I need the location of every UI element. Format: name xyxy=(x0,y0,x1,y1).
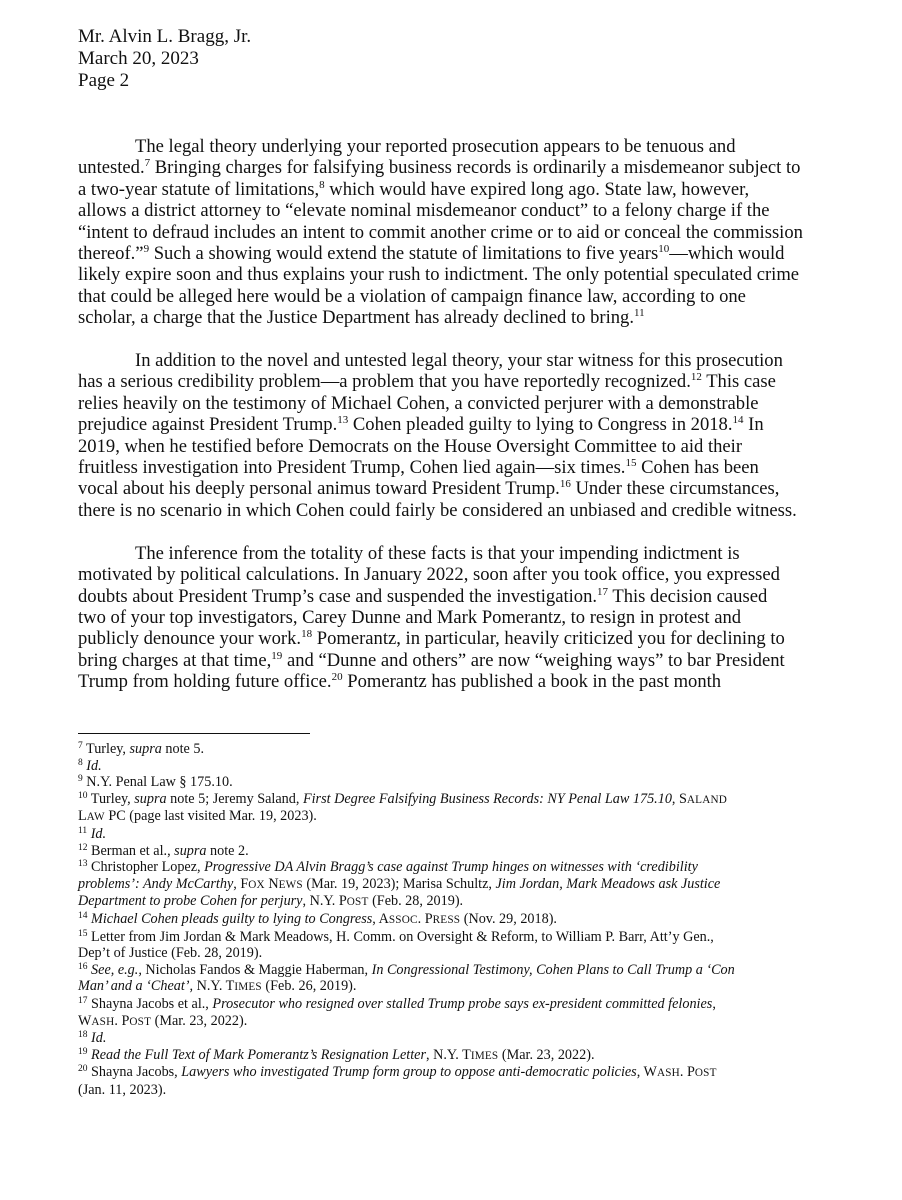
footnote-ref: 9 xyxy=(143,243,150,256)
footnote-ref: 15 xyxy=(625,457,637,470)
recipient-name: Mr. Alvin L. Bragg, Jr. xyxy=(78,26,252,47)
text-line: allows a district attorney to “elevate nominal misdemeanor conduct” to a felony charge if the xyxy=(78,200,770,222)
footnote xyxy=(78,859,858,911)
footnote-number: 15 xyxy=(78,928,88,939)
footnote-ref: 16 xyxy=(559,478,571,491)
footnote-divider xyxy=(78,733,310,734)
footnote xyxy=(78,929,858,962)
footnote-line: $^{13}$ Christopher Lopez, Progressive DA Alvin Bragg’s case against Trump hinges on witnesses with ‘credibility xyxy=(78,859,698,876)
italic-text: Id. xyxy=(86,757,102,774)
text-line: vocal about his deeply personal animus toward President Trump.$^{16}$ Under these circumstances, xyxy=(78,478,780,500)
text-line: fruitless investigation into President Trump, Cohen lied again—six times.$^{15}$ Cohen has been xyxy=(78,457,759,479)
text-line: “intent to defraud includes an intent to commit another crime or to aid or conceal the commission xyxy=(78,221,803,243)
text-line: has a serious credibility problem—a problem that you have reportedly recognized.$^{12}$ This case xyxy=(78,371,776,393)
body-paragraph xyxy=(78,543,838,693)
footnote-ref: 8 xyxy=(319,178,325,191)
text-line: The legal theory underlying your reported prosecution appears to be tenuous and xyxy=(135,136,736,157)
text-line: In addition to the novel and untested legal theory, your star witness for this prosecution xyxy=(135,350,783,372)
text-line: publicly denounce your work.$^{18}$ Pomerantz, in particular, heavily criticized you for declining to xyxy=(78,628,785,650)
footnote-number: 16 xyxy=(78,961,88,972)
footnote xyxy=(78,741,858,758)
footnote-line: $^{16}$ See, e.g., Nicholas Fandos & Maggie Haberman, In Congressional Testimony, Cohen Plans to Call Trump a ‘Con xyxy=(78,961,735,978)
footnote-line: $^7$ Turley, supra note 5. xyxy=(78,741,205,757)
italic-text: In Congressional Testimony, Cohen Plans to Call Trump a ‘Con xyxy=(371,961,735,978)
small-caps-text: OX xyxy=(248,878,265,891)
footnote-number: 20 xyxy=(78,1064,88,1075)
italic-text: supra xyxy=(174,842,207,859)
text-line: likely expire soon and thus explains your rush to indictment. The only potential speculated crime xyxy=(78,264,800,286)
small-caps-text: ASH xyxy=(656,1067,680,1080)
footnote-number: 18 xyxy=(78,1030,88,1041)
footnote-ref: 11 xyxy=(634,307,645,320)
text-line: Trump from holding future office.$^{20}$ Pomerantz has published a book in the past month xyxy=(78,671,722,693)
footnote-line xyxy=(78,1030,858,1047)
italic-text: Michael Cohen pleads guilty to lying to Congress xyxy=(91,910,373,927)
footnote-number: 9 xyxy=(78,774,83,785)
text-line: that could be alleged here would be a violation of campaign finance law, according to one xyxy=(78,285,746,307)
small-caps-text: IMES xyxy=(234,981,262,994)
italic-text: Id. xyxy=(90,825,107,842)
footnote-line: $^{12}$ Berman et al., supra note 2. xyxy=(78,842,249,859)
text-line: bring charges at that time,$^{19}$ and “Dunne and others” are now “weighing ways” to bar President xyxy=(78,649,785,671)
footnote xyxy=(78,996,858,1030)
footnote-number: 19 xyxy=(78,1046,88,1057)
text-line: motivated by political calculations. In January 2022, soon after you took office, you expressed xyxy=(78,564,780,586)
footnote-line: $^{17}$ Shayna Jacobs et al., Prosecutor who resigned over stalled Trump probe says ex-president committed felonies, xyxy=(78,995,716,1012)
footnote-line: LAW PC (page last visited Mar. 19, 2023). xyxy=(78,808,317,825)
small-caps-text: OST xyxy=(129,1015,152,1028)
footnote-ref: 17 xyxy=(597,585,609,598)
footnote xyxy=(78,826,858,843)
text-line: 2019, when he testified before Democrats on the House Oversight Committee to aid their xyxy=(78,435,743,457)
letter-body xyxy=(78,136,838,714)
footnote xyxy=(78,1047,858,1065)
footnote xyxy=(78,962,858,996)
footnote-ref: 14 xyxy=(732,414,744,427)
text-line: untested.$^7$ Bringing charges for falsifying business records is ordinarily a misdemeanor subject to xyxy=(78,157,801,179)
small-caps-text: ALAND xyxy=(686,793,728,806)
footnote xyxy=(78,758,858,775)
footnote-line xyxy=(78,758,858,775)
small-caps-text: RESS xyxy=(432,913,461,926)
italic-text: problems’: Andy McCarthy xyxy=(78,875,234,892)
footnote-number: 13 xyxy=(78,859,88,870)
text-line: doubts about President Trump’s case and suspended the investigation.$^{17}$ This decision caused xyxy=(78,585,768,607)
footnote-line: (Jan. 11, 2023). xyxy=(78,1081,167,1098)
footnote-line: $^{15}$ Letter from Jim Jordan & Mark Meadows, H. Comm. on Oversight & Reform, to William P. Barr, Att’y Gen., xyxy=(78,928,714,945)
footnote-ref: 12 xyxy=(690,371,702,384)
footnote-line xyxy=(78,826,858,843)
text-line: prejudice against President Trump.$^{13}$ Cohen pleaded guilty to lying to Congress in 2018.14 In xyxy=(78,414,764,436)
footnote-number: 10 xyxy=(78,790,88,801)
small-caps-text: AW xyxy=(86,811,105,824)
footnote-line: Man’ and a ‘Cheat’, N.Y. TIMES (Feb. 26, 2019). xyxy=(78,978,357,995)
footnote-line: problems’: Andy McCarthy, FOX NEWS (Mar. 19, 2023); Marisa Schultz, Jim Jordan, Mark Meadows ask Justice xyxy=(78,875,721,892)
footnote-ref: 10 xyxy=(658,243,670,256)
footnote-ref: 18 xyxy=(301,628,313,641)
footnote-line: $^{19}$ Read the Full Text of Mark Pomerantz’s Resignation Letter, N.Y. TIMES (Mar. 23, 2022). xyxy=(78,1046,595,1063)
footnote-line: Dep’t of Justice (Feb. 28, 2019). xyxy=(78,945,263,962)
footnote-ref: 7 xyxy=(144,157,151,170)
letter-date: March 20, 2023 xyxy=(78,48,199,69)
footnote xyxy=(78,843,858,860)
body-paragraph xyxy=(78,136,838,329)
page-number: Page 2 xyxy=(78,70,130,91)
footnote-number: 14 xyxy=(78,910,88,921)
footnote-line: $^9$ N.Y. Penal Law § 175.10. xyxy=(78,774,233,791)
small-caps-text: EWS xyxy=(278,878,303,891)
footnote-line: $^{20}$ Shayna Jacobs, Lawyers who investigated Trump form group to oppose anti-democratic policies, WASH. POST xyxy=(78,1064,717,1081)
footnote-number: 7 xyxy=(78,741,83,751)
footnote-number: 12 xyxy=(78,842,88,853)
text-line: a two-year statute of limitations,$^8$ which would have expired long ago. State law, however, xyxy=(78,178,750,200)
footnote-ref: 13 xyxy=(337,414,349,427)
footnote xyxy=(78,911,858,929)
letter-header xyxy=(78,26,251,92)
footnote-number: 17 xyxy=(78,995,88,1006)
footnote-line: $^{14}$ Michael Cohen pleads guilty to lying to Congress, ASSOC. PRESS (Nov. 29, 2018). xyxy=(78,910,557,927)
footnotes xyxy=(78,741,858,1098)
italic-text: Id. xyxy=(91,1030,107,1047)
footnote xyxy=(78,774,858,791)
footnote-ref: 20 xyxy=(331,671,343,684)
footnote xyxy=(78,791,858,826)
small-caps-text: ASH xyxy=(91,1015,115,1028)
small-caps-text: OST xyxy=(346,896,369,909)
footnote-number: 8 xyxy=(78,757,83,768)
italic-text: supra xyxy=(134,790,167,807)
italic-text: See, e.g., xyxy=(91,961,142,978)
italic-text: Jim Jordan, Mark Meadows ask Justice xyxy=(495,875,721,892)
italic-text: Read the Full Text of Mark Pomerantz’s Resignation Letter xyxy=(91,1046,426,1063)
italic-text: First Degree Falsifying Business Records: NY Penal Law 175.10 xyxy=(302,790,672,807)
text-line: The inference from the totality of these facts is that your impending indictment is xyxy=(135,542,740,564)
text-line: scholar, a charge that the Justice Department has already declined to bring.$^{11}$ xyxy=(78,307,645,329)
italic-text: Department to probe Cohen for perjury xyxy=(78,893,303,910)
italic-text: Prosecutor who resigned over stalled Trump probe says ex-president committed felonies xyxy=(212,995,713,1012)
footnote-line: Department to probe Cohen for perjury, N.Y. POST (Feb. 28, 2019). xyxy=(78,893,464,910)
footnote-line: $^{10}$ Turley, supra note 5; Jeremy Saland, First Degree Falsifying Business Records: NY Penal Law 175.10, SALAND xyxy=(78,790,728,807)
small-caps-text: IMES xyxy=(470,1049,499,1062)
text-line: relies heavily on the testimony of Michael Cohen, a convicted perjurer with a demonstrable xyxy=(78,392,759,414)
text-line: there is no scenario in which Cohen could fairly be considered an unbiased and credible witness. xyxy=(78,499,797,521)
footnote-ref: 19 xyxy=(271,649,283,662)
small-caps-text: OST xyxy=(694,1067,717,1080)
footnote-line: WASH. POST (Mar. 23, 2022). xyxy=(78,1012,248,1029)
text-line: two of your top investigators, Carey Dunne and Mark Pomerantz, to resign in protest and xyxy=(78,606,742,628)
italic-text: supra xyxy=(129,741,162,757)
italic-text: Progressive DA Alvin Bragg’s case against Trump hinges on witnesses with ‘credibility xyxy=(204,859,698,876)
small-caps-text: SSOC xyxy=(388,913,418,926)
italic-text: Man’ and a ‘Cheat’, xyxy=(78,978,194,995)
footnote xyxy=(78,1064,858,1098)
body-paragraph xyxy=(78,350,838,521)
footnote-number: 11 xyxy=(78,825,88,836)
italic-text: Lawyers who investigated Trump form group to oppose anti-democratic policies xyxy=(181,1064,637,1081)
footnote xyxy=(78,1030,858,1047)
text-line: thereof.”$^9$ Such a showing would extend the statute of limitations to five years$^{10}$—which would xyxy=(78,243,785,265)
